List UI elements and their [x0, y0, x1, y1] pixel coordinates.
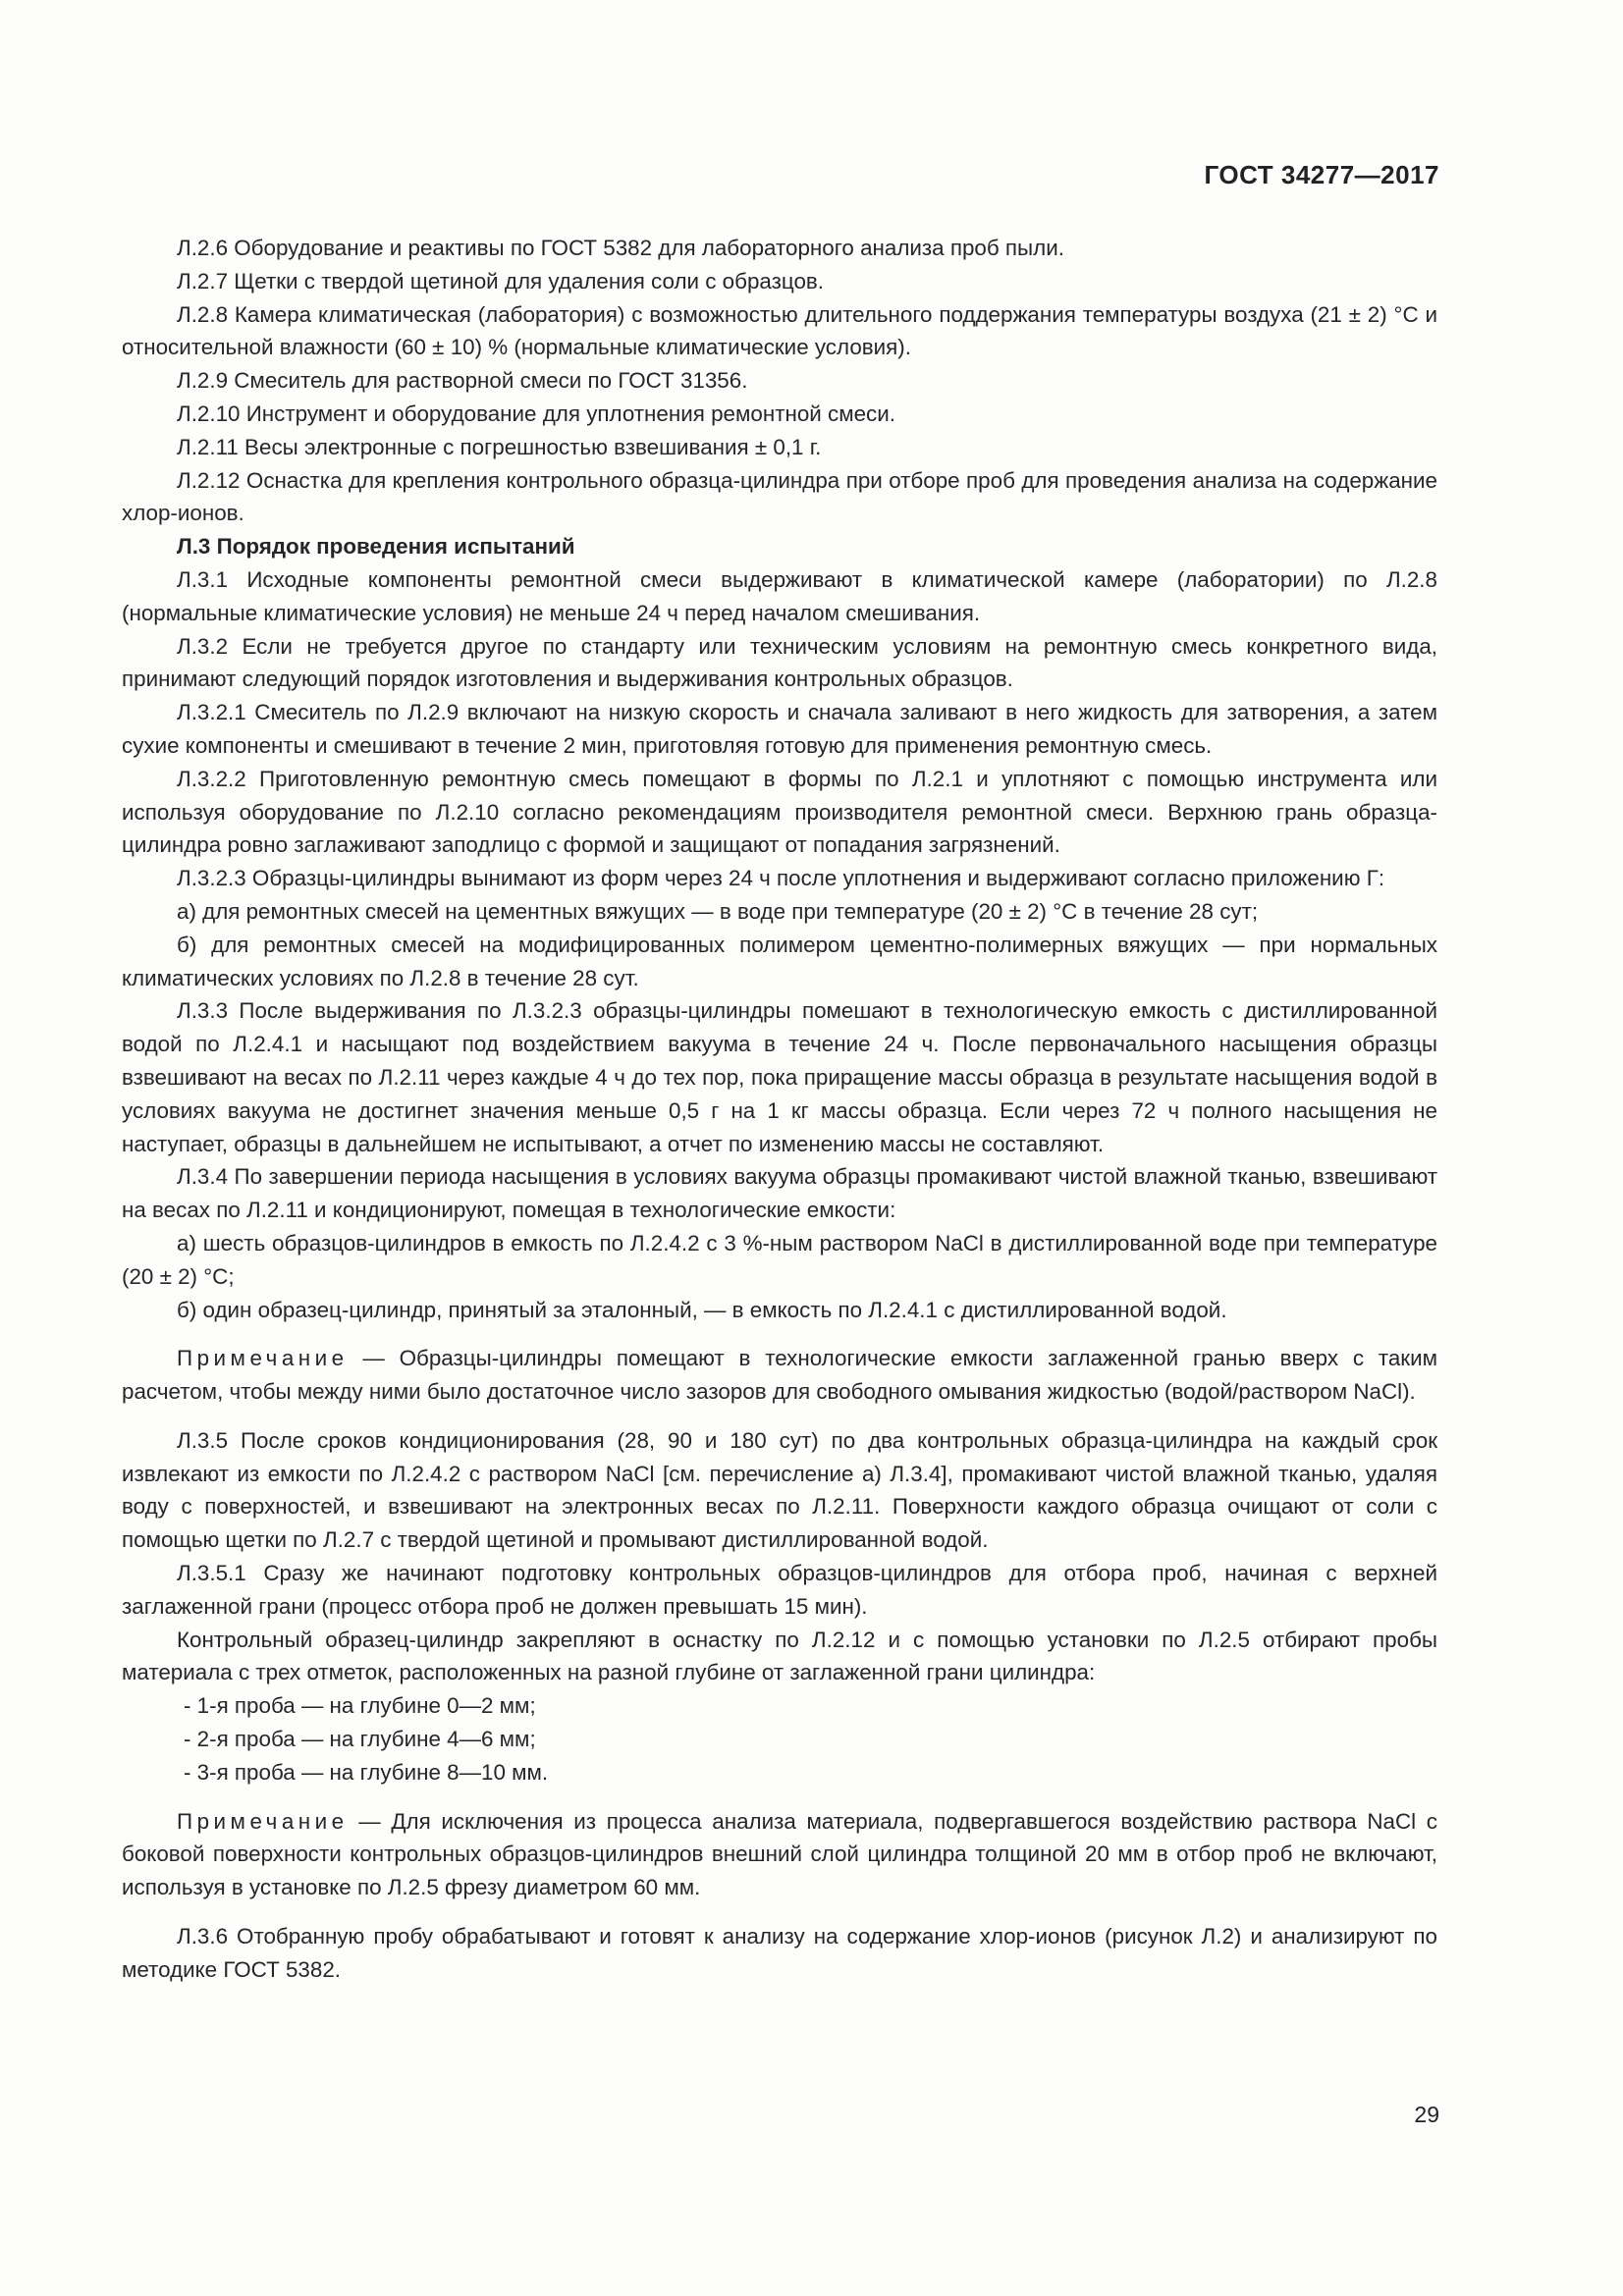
paragraph-l3-1: Л.3.1 Исходные компоненты ремонтной смеси выдерживают в климатической камере (лаборатории) по Л.2.8 (нормальные климатические условия) не меньше 24 ч перед началом смешивания.: [122, 566, 1437, 625]
document-code: ГОСТ 34277—2017: [1204, 160, 1439, 189]
note-2-text: — Для исключения из процесса анализа материала, подвергавшегося воздействию раствора NaCl с боковой поверхности контрольных образцов-цилиндров внешний слой цилиндра толщиной 20 мм в отбор проб не включают, используя в установке по Л.2.5 фрезу диаметром 60 мм.: [122, 1808, 1437, 1900]
paragraph-l2-6: Л.2.6 Оборудование и реактивы по ГОСТ 5382 для лабораторного анализа проб пыли.: [177, 236, 1064, 260]
document-body: [122, 232, 1437, 1987]
probe-list-item-2: - 2-я проба — на глубине 4—6 мм;: [184, 1727, 536, 1752]
note-1-text: — Образцы-цилиндры помещают в технологические емкости заглаженной гранью вверх с таким расчетом, чтобы между ними было достаточное число зазоров для свободного омывания жидкостью (водой/раствором NaCl).: [122, 1346, 1437, 1405]
probe-list-item-3: - 3-я проба — на глубине 8—10 мм.: [184, 1759, 549, 1785]
note-1-label: Примечание: [177, 1346, 349, 1371]
page-number: 29: [1414, 2102, 1439, 2127]
paragraph-l2-7: Л.2.7 Щетки с твердой щетиной для удаления соли с образцов.: [177, 268, 825, 294]
paragraph-l2-11: Л.2.11 Весы электронные с погрешностью взвешивания ± 0,1 г.: [177, 434, 822, 459]
section-heading-l3: Л.3 Порядок проведения испытаний: [177, 534, 575, 560]
paragraph-l3-2-1: Л.3.2.1 Смеситель по Л.2.9 включают на низкую скорость и сначала заливают в него жидкость для затворения, а затем сухие компоненты и смешивают в течение 2 мин, приготовляя готовую для применения ремонтную смесь.: [122, 700, 1437, 758]
paragraph-l3-5: Л.3.5 После сроков кондиционирования (28, 90 и 180 сут) по два контрольных образца-цилиндра на каждый срок извлекают из емкости по Л.2.4.2 с раствором NaCl [см. перечисление а) Л.3.4], промакивают чистой влажной тканью, удаляя воду с поверхностей, и взвешивают на электронных весах по Л.2.11. Поверхности каждого образца очищают от соли с помощью щетки по Л.2.7 с твердой щетиной и промывают дистиллированной водой.: [122, 1427, 1437, 1553]
paragraph-l2-12: Л.2.12 Оснастка для крепления контрольного образца-цилиндра при отборе проб для проведения анализа на содержание хлор-ионов.: [122, 467, 1437, 526]
paragraph-l2-9: Л.2.9 Смеситель для растворной смеси по ГОСТ 31356.: [177, 368, 748, 394]
paragraph-l3-2-3: Л.3.2.3 Образцы-цилиндры вынимают из форм через 24 ч после уплотнения и выдерживают согласно приложению Г:: [177, 866, 1385, 891]
paragraph-l3-4: Л.3.4 По завершении периода насыщения в условиях вакуума образцы промакивают чистой влажной тканью, взвешивают на весах по Л.2.11 и кондиционируют, помещая в технологические емкости:: [122, 1164, 1437, 1223]
spacer: [122, 1904, 1437, 1920]
paragraph-l3-2-3-a: а) для ремонтных смесей на цементных вяжущих — в воде при температуре (20 ± 2) °С в течение 28 сут;: [177, 898, 1259, 924]
paragraph-l3-5-1-continued: Контрольный образец-цилиндр закрепляют в оснастку по Л.2.12 и с помощью установки по Л.2.5 отбирают пробы материала с трех отметок, расположенных на разной глубине от заглаженной грани цилиндра:: [122, 1627, 1437, 1685]
spacer: [122, 1789, 1437, 1805]
paragraph-l3-4-a: а) шесть образцов-цилиндров в емкость по Л.2.4.2 с 3 %-ным раствором NaCl в дистиллированной воде при температуре (20 ± 2) °С;: [122, 1230, 1437, 1289]
paragraph-l3-5-1: Л.3.5.1 Сразу же начинают подготовку контрольных образцов-цилиндров для отбора проб, начиная с верхней заглаженной грани (процесс отбора проб не должен превышать 15 мин).: [122, 1561, 1437, 1619]
paragraph-l3-2-2: Л.3.2.2 Приготовленную ремонтную смесь помещают в формы по Л.2.1 и уплотняют с помощью инструмента или используя оборудование по Л.2.10 согласно рекомендациям производителя ремонтной смеси. Верхнюю грань образца-цилиндра ровно заглаживают заподлицо с формой и защищают от попадания загрязнений.: [122, 766, 1437, 858]
paragraph-l3-6: Л.3.6 Отобранную пробу обрабатывают и готовят к анализу на содержание хлор-ионов (рисунок Л.2) и анализируют по методике ГОСТ 5382.: [122, 1924, 1437, 1982]
paragraph-l3-2: Л.3.2 Если не требуется другое по стандарту или техническим условиям на ремонтную смесь конкретного вида, принимают следующий порядок изготовления и выдерживания контрольных образцов.: [122, 633, 1437, 692]
paragraph-l3-3: Л.3.3 После выдерживания по Л.3.2.3 образцы-цилиндры помешают в технологическую емкость с дистиллированной водой по Л.2.4.1 и насыщают под воздействием вакуума в течение 24 ч. После первоначального насыщения образцы взвешивают на весах по Л.2.11 через каждые 4 ч до тех пор, пока приращение массы образца в результате насыщения водой в условиях вакуума не достигнет значения меньше 0,5 г на 1 кг массы образца. Если через 72 ч полного насыщения не наступает, образцы в дальнейшем не испытывают, а отчет по изменению массы не составляют.: [122, 998, 1437, 1156]
probe-list-item-1: - 1-я проба — на глубине 0—2 мм;: [184, 1693, 536, 1719]
note-2: [122, 1805, 1437, 1904]
spacer: [122, 1326, 1437, 1342]
paragraph-l3-4-b: б) один образец-цилиндр, принятый за эталонный, — в емкость по Л.2.4.1 с дистиллированной водой.: [177, 1297, 1227, 1322]
spacer: [122, 1409, 1437, 1424]
paragraph-l2-8: Л.2.8 Камера климатическая (лаборатория) с возможностью длительного поддержания температуры воздуха (21 ± 2) °С и относительной влажности (60 ± 10) % (нормальные климатические условия).: [122, 301, 1437, 360]
note-2-label: Примечание: [177, 1808, 349, 1834]
paragraph-l3-2-3-b: б) для ремонтных смесей на модифицированных полимером цементно-полимерных вяжущих — при нормальных климатических условиях по Л.2.8 в течение 28 сут.: [122, 932, 1437, 990]
paragraph-l2-10: Л.2.10 Инструмент и оборудование для уплотнения ремонтной смеси.: [177, 400, 895, 426]
note-1: [122, 1342, 1437, 1409]
